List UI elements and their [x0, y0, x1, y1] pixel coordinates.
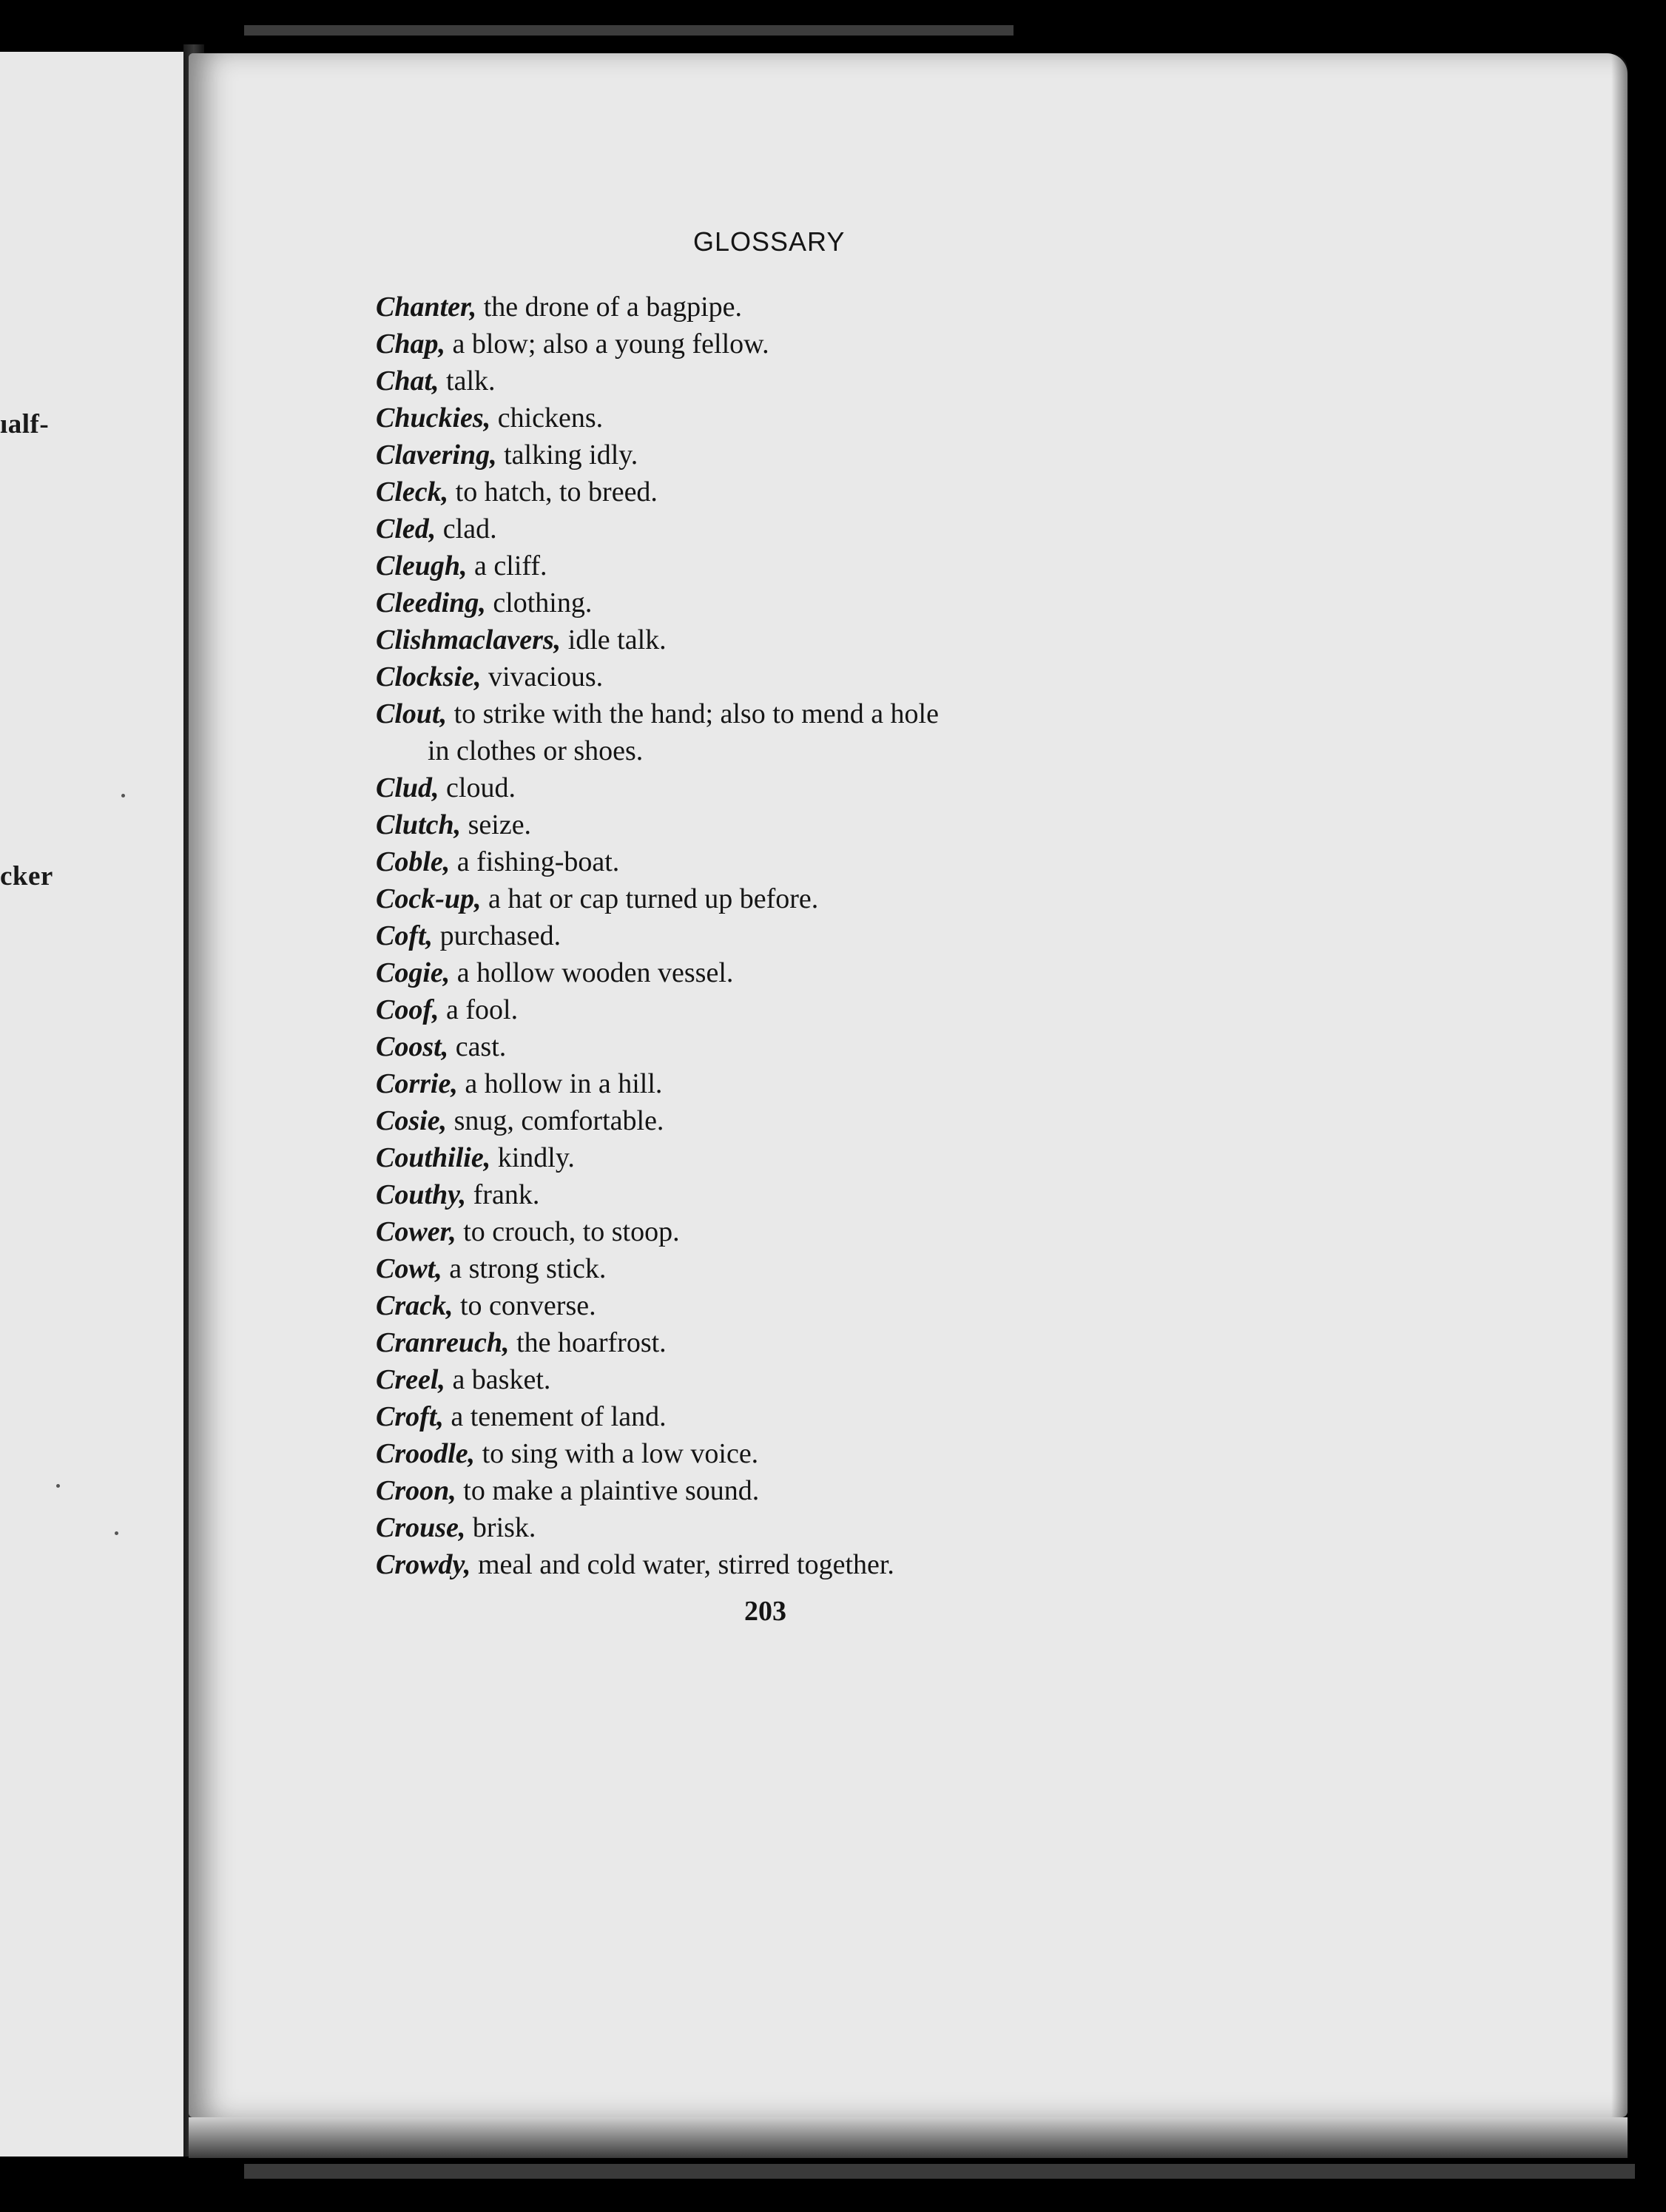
- entry-definition: talking idly.: [496, 439, 638, 471]
- speck: [115, 1531, 118, 1535]
- entry-definition: to converse.: [453, 1290, 596, 1321]
- speck: [121, 794, 125, 798]
- entry-term: Cranreuch,: [376, 1327, 510, 1358]
- entry-definition: to sing with a low voice.: [475, 1438, 759, 1469]
- glossary-entry: [376, 1398, 1323, 1435]
- glossary-entry: [376, 621, 1323, 658]
- entry-term: Clout,: [376, 698, 448, 729]
- entry-term: Crack,: [376, 1290, 453, 1321]
- glossary-entry: [376, 1028, 1323, 1065]
- entry-term: Chanter,: [376, 291, 477, 323]
- entry-term: Croon,: [376, 1475, 456, 1506]
- speck: [56, 1484, 60, 1488]
- entry-definition: frank.: [466, 1179, 540, 1210]
- entry-term: Cosie,: [376, 1105, 448, 1136]
- entry-definition: the drone of a bagpipe.: [476, 291, 742, 323]
- glossary-entry: [376, 1213, 1323, 1250]
- glossary-entry: [376, 326, 1323, 363]
- entry-definition: a hollow in a hill.: [457, 1068, 663, 1099]
- entry-definition: kindly.: [490, 1142, 575, 1173]
- entry-term: Chat,: [376, 365, 439, 397]
- entry-term: Clud,: [376, 772, 439, 803]
- entry-term: Croft,: [376, 1401, 444, 1432]
- entry-definition: clad.: [436, 513, 497, 544]
- glossary-entry: [376, 547, 1323, 584]
- entry-definition: cloud.: [439, 772, 516, 803]
- entry-definition: seize.: [461, 809, 532, 840]
- entry-term: Couthilie,: [376, 1142, 491, 1173]
- entry-definition: a hollow wooden vessel.: [450, 957, 734, 988]
- entry-definition: a fishing-boat.: [450, 846, 620, 877]
- entry-definition: talk.: [439, 365, 496, 397]
- scan-bottom-strip: [244, 2164, 1635, 2179]
- glossary-entry: [376, 1287, 1323, 1324]
- entry-definition: to make a plaintive sound.: [456, 1475, 760, 1506]
- entry-definition: a tenement of land.: [443, 1401, 667, 1432]
- glossary-entry: [376, 991, 1323, 1028]
- entry-term: Clavering,: [376, 439, 497, 471]
- glossary-entry: [376, 1139, 1323, 1176]
- entry-definition: a fool.: [439, 994, 519, 1025]
- entry-definition: cast.: [448, 1031, 507, 1062]
- entry-definition: to strike with the hand; also to mend a hole: [447, 698, 939, 729]
- entry-term: Clishmaclavers,: [376, 624, 561, 655]
- entry-definition: brisk.: [465, 1512, 536, 1543]
- entry-definition: a blow; also a young fellow.: [445, 328, 769, 360]
- entry-term: Cleugh,: [376, 550, 468, 581]
- entry-definition: meal and cold water, stirred together.: [471, 1549, 894, 1580]
- glossary-entry: [376, 1065, 1323, 1102]
- scan-top-strip: [244, 25, 1014, 36]
- entry-definition: snug, comfortable.: [447, 1105, 664, 1136]
- entry-definition: chickens.: [490, 402, 604, 434]
- entry-term: Croodle,: [376, 1438, 476, 1469]
- page-bottom-edge: [189, 2117, 1628, 2158]
- entry-term: Coble,: [376, 846, 451, 877]
- glossary-entry: [376, 436, 1323, 473]
- entry-term: Cower,: [376, 1216, 456, 1247]
- entry-term: Clocksie,: [376, 661, 482, 692]
- glossary-entry: [376, 1546, 1323, 1583]
- entry-term: Cogie,: [376, 957, 451, 988]
- entry-term: Chuckies,: [376, 402, 491, 434]
- facing-page-fragment: ıalf-: [0, 409, 50, 439]
- glossary-entry: [376, 806, 1323, 843]
- glossary-entry: [376, 769, 1323, 806]
- glossary-entry: [376, 584, 1323, 621]
- entry-definition: vivacious.: [481, 661, 604, 692]
- glossary-entry: [376, 1250, 1323, 1287]
- entry-term: Cleck,: [376, 476, 449, 508]
- entry-definition: to crouch, to stoop.: [456, 1216, 680, 1247]
- entry-definition: idle talk.: [561, 624, 667, 655]
- entry-term: Coof,: [376, 994, 439, 1025]
- entry-term: Cock-up,: [376, 883, 482, 914]
- entry-term: Chap,: [376, 328, 445, 360]
- glossary-entry: [376, 1324, 1323, 1361]
- entry-definition: a hat or cap turned up before.: [481, 883, 819, 914]
- entry-term: Corrie,: [376, 1068, 458, 1099]
- facing-page-edge: [0, 52, 183, 2157]
- glossary-entry: [376, 1472, 1323, 1509]
- glossary-entry: [376, 1102, 1323, 1139]
- page-heading: GLOSSARY: [693, 226, 846, 257]
- facing-page-fragment: cker: [0, 861, 53, 891]
- entry-definition: the hoarfrost.: [509, 1327, 667, 1358]
- glossary-entry: [376, 917, 1323, 954]
- entry-term: Clutch,: [376, 809, 462, 840]
- glossary-entry: [376, 510, 1323, 547]
- glossary-list: [376, 289, 1323, 1583]
- entry-term: Cled,: [376, 513, 436, 544]
- entry-term: Cleeding,: [376, 587, 486, 618]
- glossary-entry: [376, 289, 1323, 326]
- entry-definition: a cliff.: [467, 550, 547, 581]
- glossary-entry: [376, 880, 1323, 917]
- page-number: 203: [744, 1596, 786, 1627]
- glossary-entry: [376, 399, 1323, 436]
- entry-term: Coft,: [376, 920, 434, 951]
- glossary-entry: [376, 695, 1323, 769]
- glossary-entry: [376, 1176, 1323, 1213]
- glossary-entry: [376, 843, 1323, 880]
- entry-term: Cowt,: [376, 1253, 442, 1284]
- entry-definition: purchased.: [433, 920, 561, 951]
- glossary-entry: [376, 473, 1323, 510]
- entry-definition: a strong stick.: [442, 1253, 607, 1284]
- glossary-entry: [376, 1509, 1323, 1546]
- entry-continuation: in clothes or shoes.: [428, 735, 644, 766]
- entry-term: Crouse,: [376, 1512, 466, 1543]
- entry-definition: a basket.: [445, 1364, 551, 1395]
- glossary-entry: [376, 954, 1323, 991]
- entry-term: Couthy,: [376, 1179, 467, 1210]
- entry-definition: to hatch, to breed.: [448, 476, 658, 508]
- entry-term: Coost,: [376, 1031, 449, 1062]
- glossary-entry: [376, 1435, 1323, 1472]
- entry-term: Creel,: [376, 1364, 445, 1395]
- glossary-entry: [376, 1361, 1323, 1398]
- glossary-entry: [376, 658, 1323, 695]
- entry-definition: clothing.: [485, 587, 593, 618]
- glossary-entry: [376, 363, 1323, 399]
- entry-term: Crowdy,: [376, 1549, 471, 1580]
